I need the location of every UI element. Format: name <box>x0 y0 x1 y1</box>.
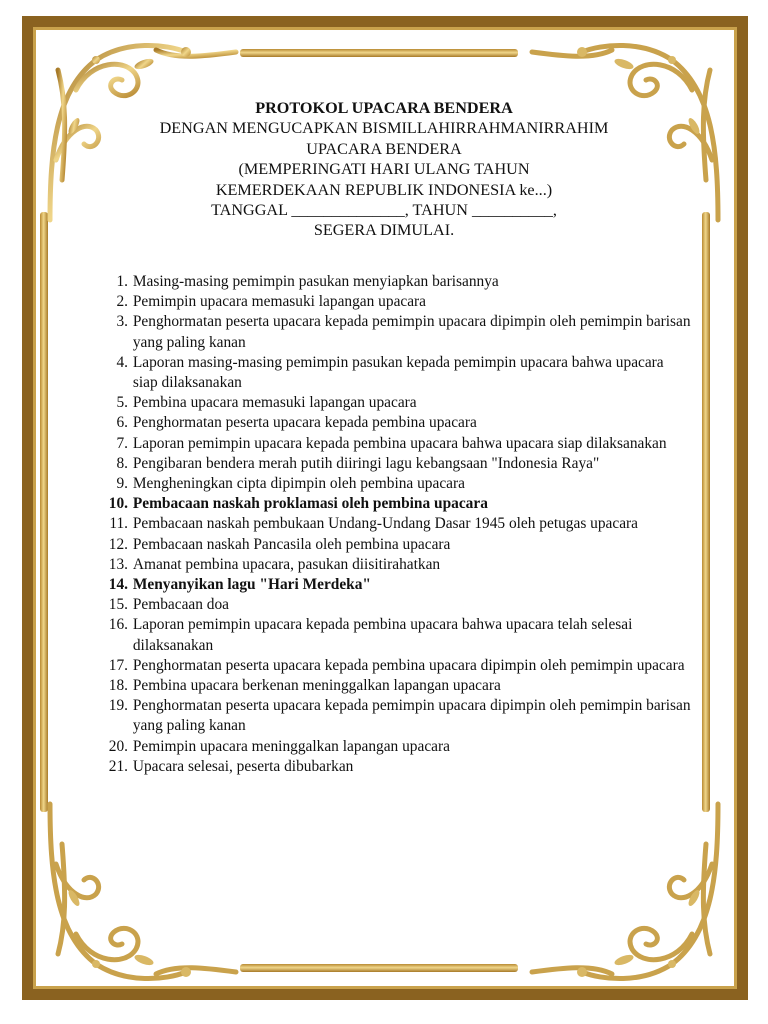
list-item <box>92 676 692 696</box>
corner-flourish-icon <box>36 784 246 994</box>
list-item-number: 16. <box>108 616 128 634</box>
header-line-kemerdekaan: KEMERDEKAAN REPUBLIK INDONESIA ke...) <box>215 180 553 199</box>
list-item <box>92 575 692 595</box>
list-item-text: Mengheningkan cipta dipimpin oleh pembina upacara <box>132 475 465 493</box>
list-item <box>92 292 692 312</box>
list-item-text: Laporan pemimpin upacara kepada pembina upacara bahwa upacara siap dilaksanakan <box>132 434 667 452</box>
ornament-bar-bottom <box>240 964 518 972</box>
header-line-tanggal: TANGGAL ______________, TAHUN __________, <box>211 201 557 220</box>
list-item-number: 13. <box>108 555 128 573</box>
list-item <box>92 393 692 413</box>
list-item-number: 20. <box>108 737 128 755</box>
header-line-bismillah: DENGAN MENGUCAPKAN BISMILLAHIRRAHMANIRRAHIM <box>159 119 609 138</box>
list-item <box>92 615 692 655</box>
list-item <box>92 454 692 474</box>
list-item-text: Penghormatan peserta upacara kepada pemimpin upacara dipimpin oleh pemimpin barisan yang paling kanan <box>132 697 691 735</box>
list-item-number: 21. <box>108 757 128 775</box>
list-item-number: 2. <box>116 293 128 311</box>
list-item-number: 11. <box>109 515 128 533</box>
list-item-number: 4. <box>116 353 128 371</box>
list-item <box>92 595 692 615</box>
list-item-text: Penghormatan peserta upacara kepada pembina upacara <box>132 414 477 432</box>
list-item <box>92 353 692 393</box>
list-item-text: Masing-masing pemimpin pasukan menyiapkan barisannya <box>132 273 499 290</box>
header-line-upacara: UPACARA BENDERA <box>306 139 462 158</box>
list-item <box>92 434 692 454</box>
list-item-text: Pemimpin upacara meninggalkan lapangan upacara <box>132 737 450 755</box>
list-item-text: Penghormatan peserta upacara kepada pembina upacara dipimpin oleh pemimpin upacara <box>132 656 685 674</box>
list-item-text: Menyanyikan lagu "Hari Merdeka" <box>132 576 371 594</box>
list-item-text: Pengibaran bendera merah putih diiringi lagu kebangsaan "Indonesia Raya" <box>132 454 600 472</box>
list-item-number: 12. <box>108 535 128 553</box>
list-item-text: Pembacaan naskah pembukaan Undang-Undang Dasar 1945 oleh petugas upacara <box>132 515 638 533</box>
list-item-text: Pembacaan naskah Pancasila oleh pembina upacara <box>132 535 451 553</box>
list-item-text: Pembina upacara memasuki lapangan upacara <box>132 394 417 412</box>
list-item-number: 3. <box>116 313 128 331</box>
list-item-text: Pemimpin upacara memasuki lapangan upacara <box>132 293 427 311</box>
document-title: PROTOKOL UPACARA BENDERA <box>255 99 513 117</box>
ornament-bar-top <box>240 49 518 57</box>
protocol-list <box>92 272 692 777</box>
list-item <box>92 474 692 494</box>
header-line-dimulai: SEGERA DIMULAI. <box>313 221 455 240</box>
list-item-text: Pembacaan doa <box>132 596 230 614</box>
list-item-text: Pembacaan naskah proklamasi oleh pembina upacara <box>132 495 488 513</box>
list-item-number: 7. <box>116 434 128 452</box>
list-item <box>92 656 692 676</box>
list-item <box>92 757 692 777</box>
header-line-memperingati: (MEMPERINGATI HARI ULANG TAHUN <box>238 160 530 179</box>
ornament-bar-right <box>702 212 710 812</box>
list-item-number: 18. <box>108 677 128 695</box>
document-header <box>90 98 678 241</box>
list-item <box>92 696 692 736</box>
list-item-number: 14. <box>108 576 128 594</box>
list-item-number: 10. <box>108 495 128 513</box>
list-item-text: Laporan masing-masing pemimpin pasukan kepada pemimpin upacara bahwa upacara siap dilaksanakan <box>132 353 664 392</box>
list-item-number: 19. <box>108 697 128 715</box>
list-item-text: Laporan pemimpin upacara kepada pembina upacara bahwa upacara telah selesai dilaksanakan <box>132 616 633 654</box>
list-item-text: Amanat pembina upacara, pasukan diisitirahatkan <box>132 555 441 573</box>
ornament-bar-left <box>40 212 48 812</box>
list-item-number: 5. <box>116 394 128 412</box>
list-item <box>92 272 692 292</box>
list-item-number: 6. <box>116 414 128 432</box>
list-item-number: 15. <box>108 596 128 614</box>
list-item <box>92 494 692 514</box>
list-item-text: Upacara selesai, peserta dibubarkan <box>132 757 354 775</box>
list-item-text: Penghormatan peserta upacara kepada pemimpin upacara dipimpin oleh pemimpin barisan yang paling kanan <box>132 313 691 351</box>
list-item-text: Pembina upacara berkenan meninggalkan lapangan upacara <box>132 677 501 695</box>
list-item-number: 9. <box>116 475 128 493</box>
list-item <box>92 514 692 534</box>
list-item <box>92 737 692 757</box>
list-item <box>92 312 692 352</box>
list-item <box>92 555 692 575</box>
list-item <box>92 413 692 433</box>
list-item-number: 1. <box>116 273 128 290</box>
list-item-number: 17. <box>108 656 128 674</box>
list-item <box>92 535 692 555</box>
list-item-number: 8. <box>116 454 128 472</box>
corner-flourish-icon <box>522 784 732 994</box>
